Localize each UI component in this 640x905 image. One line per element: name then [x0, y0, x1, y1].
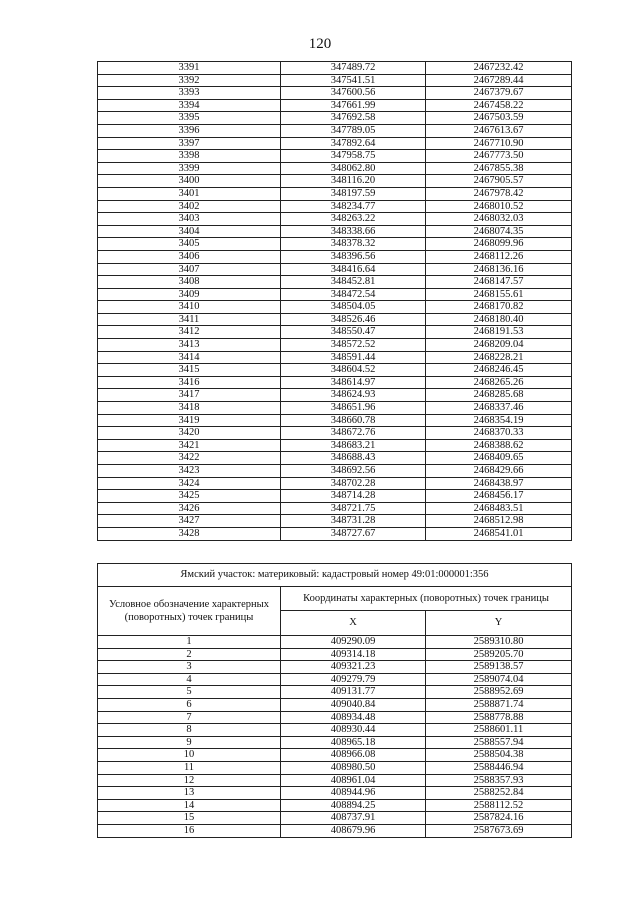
y-coordinate-cell: 2468388.62	[426, 439, 572, 452]
y-coordinate-cell: 2589138.57	[426, 661, 572, 674]
x-coordinate-cell: 348416.64	[281, 263, 426, 276]
point-id-cell: 3402	[98, 200, 281, 213]
x-coordinate-cell: 348604.52	[281, 364, 426, 377]
table-row	[98, 736, 572, 749]
point-id-cell: 3425	[98, 490, 281, 503]
x-coordinate-cell: 347692.58	[281, 112, 426, 125]
table-row	[98, 200, 572, 213]
table-row	[98, 263, 572, 276]
point-id-cell: 11	[98, 761, 281, 774]
table-row	[98, 414, 572, 427]
y-coordinate-cell: 2588601.11	[426, 724, 572, 737]
x-coordinate-cell: 348550.47	[281, 326, 426, 339]
table-row	[98, 339, 572, 352]
point-id-cell: 8	[98, 724, 281, 737]
table-row	[98, 150, 572, 163]
y-coordinate-cell: 2468170.82	[426, 301, 572, 314]
point-id-cell: 1	[98, 636, 281, 649]
table-row	[98, 225, 572, 238]
x-coordinate-cell: 347892.64	[281, 137, 426, 150]
point-id-cell: 3418	[98, 402, 281, 415]
y-coordinate-cell: 2468191.53	[426, 326, 572, 339]
x-coordinate-cell: 348378.32	[281, 238, 426, 251]
table-row	[98, 636, 572, 649]
x-coordinate-cell: 348197.59	[281, 187, 426, 200]
y-coordinate-cell: 2467710.90	[426, 137, 572, 150]
point-id-cell: 3411	[98, 313, 281, 326]
y-coordinate-cell: 2467613.67	[426, 124, 572, 137]
y-coordinate-cell: 2468246.45	[426, 364, 572, 377]
point-id-cell: 6	[98, 698, 281, 711]
table-row	[98, 288, 572, 301]
point-id-cell: 13	[98, 787, 281, 800]
y-coordinate-cell: 2467905.57	[426, 175, 572, 188]
x-coordinate-cell: 409040.84	[281, 698, 426, 711]
x-coordinate-cell: 408930.44	[281, 724, 426, 737]
y-coordinate-cell: 2588952.69	[426, 686, 572, 699]
point-id-cell: 3422	[98, 452, 281, 465]
y-coordinate-cell: 2468541.01	[426, 527, 572, 540]
y-coordinate-cell: 2588357.93	[426, 774, 572, 787]
x-coordinate-cell: 408965.18	[281, 736, 426, 749]
table-title: Ямский участок: материковый: кадастровый номер 49:01:000001:356	[98, 564, 572, 587]
x-coordinate-cell: 347489.72	[281, 62, 426, 75]
x-coordinate-cell: 348396.56	[281, 250, 426, 263]
coordinates-header: Координаты характерных (поворотных) точек границы	[281, 587, 572, 611]
x-coordinate-cell: 348338.66	[281, 225, 426, 238]
x-coordinate-cell: 348062.80	[281, 162, 426, 175]
point-id-cell: 3409	[98, 288, 281, 301]
point-id-cell: 3	[98, 661, 281, 674]
y-coordinate-cell: 2468136.16	[426, 263, 572, 276]
table-row	[98, 711, 572, 724]
table-row	[98, 351, 572, 364]
table-row	[98, 761, 572, 774]
table-row	[98, 364, 572, 377]
x-coordinate-cell: 348714.28	[281, 490, 426, 503]
y-coordinate-cell: 2467978.42	[426, 187, 572, 200]
point-label-header: Условное обозначение характерных (поворотных) точек границы	[98, 587, 281, 636]
point-id-cell: 10	[98, 749, 281, 762]
point-id-cell: 3414	[98, 351, 281, 364]
y-coordinate-cell: 2588504.38	[426, 749, 572, 762]
x-coordinate-cell: 408737.91	[281, 812, 426, 825]
table-row	[98, 238, 572, 251]
table-row	[98, 74, 572, 87]
y-coordinate-cell: 2468147.57	[426, 276, 572, 289]
x-coordinate-cell: 408934.48	[281, 711, 426, 724]
y-coordinate-cell: 2468010.52	[426, 200, 572, 213]
point-id-cell: 3404	[98, 225, 281, 238]
y-coordinate-cell: 2468456.17	[426, 490, 572, 503]
y-coordinate-cell: 2468409.65	[426, 452, 572, 465]
point-id-cell: 3396	[98, 124, 281, 137]
point-id-cell: 2	[98, 648, 281, 661]
table-row	[98, 787, 572, 800]
point-id-cell: 3406	[98, 250, 281, 263]
point-id-cell: 3416	[98, 376, 281, 389]
point-id-cell: 4	[98, 673, 281, 686]
y-coordinate-cell: 2468099.96	[426, 238, 572, 251]
point-id-cell: 3427	[98, 515, 281, 528]
table-row	[98, 124, 572, 137]
y-coordinate-cell: 2467773.50	[426, 150, 572, 163]
x-coordinate-cell: 348504.05	[281, 301, 426, 314]
x-coordinate-cell: 348651.96	[281, 402, 426, 415]
table-row	[98, 673, 572, 686]
table-row	[98, 112, 572, 125]
y-coordinate-cell: 2467503.59	[426, 112, 572, 125]
table-row	[98, 276, 572, 289]
table-row	[98, 661, 572, 674]
x-coordinate-cell: 348572.52	[281, 339, 426, 352]
x-coordinate-cell: 348591.44	[281, 351, 426, 364]
y-coordinate-cell: 2588112.52	[426, 799, 572, 812]
y-coordinate-cell: 2468228.21	[426, 351, 572, 364]
table-row	[98, 213, 572, 226]
table-row	[98, 824, 572, 837]
x-coordinate-cell: 348731.28	[281, 515, 426, 528]
x-coordinate-cell: 409279.79	[281, 673, 426, 686]
x-coordinate-cell: 348692.56	[281, 465, 426, 478]
x-coordinate-cell: 408966.08	[281, 749, 426, 762]
x-coordinate-cell: 408679.96	[281, 824, 426, 837]
table-row	[98, 774, 572, 787]
point-id-cell: 3419	[98, 414, 281, 427]
y-coordinate-cell: 2467232.42	[426, 62, 572, 75]
point-id-cell: 3413	[98, 339, 281, 352]
point-id-cell: 3407	[98, 263, 281, 276]
point-id-cell: 3403	[98, 213, 281, 226]
x-column-header: X	[281, 611, 426, 636]
table-row	[98, 477, 572, 490]
point-id-cell: 3421	[98, 439, 281, 452]
x-coordinate-cell: 347789.05	[281, 124, 426, 137]
point-id-cell: 3410	[98, 301, 281, 314]
x-coordinate-cell: 408894.25	[281, 799, 426, 812]
table-row	[98, 376, 572, 389]
x-coordinate-cell: 348702.28	[281, 477, 426, 490]
point-id-cell: 3400	[98, 175, 281, 188]
table-row	[98, 439, 572, 452]
y-coordinate-cell: 2468155.61	[426, 288, 572, 301]
x-coordinate-cell: 348234.77	[281, 200, 426, 213]
table-row	[98, 490, 572, 503]
x-coordinate-cell: 347661.99	[281, 99, 426, 112]
y-coordinate-cell: 2468074.35	[426, 225, 572, 238]
table-row	[98, 724, 572, 737]
x-coordinate-cell: 348683.21	[281, 439, 426, 452]
x-coordinate-cell: 347958.75	[281, 150, 426, 163]
table-row	[98, 389, 572, 402]
point-id-cell: 12	[98, 774, 281, 787]
table-row	[98, 175, 572, 188]
y-coordinate-cell: 2468180.40	[426, 313, 572, 326]
y-coordinate-cell: 2588252.84	[426, 787, 572, 800]
y-coordinate-cell: 2587673.69	[426, 824, 572, 837]
y-coordinate-cell: 2468337.46	[426, 402, 572, 415]
x-coordinate-cell: 408961.04	[281, 774, 426, 787]
y-coordinate-cell: 2468265.26	[426, 376, 572, 389]
point-id-cell: 3420	[98, 427, 281, 440]
table-row	[98, 313, 572, 326]
point-id-cell: 3415	[98, 364, 281, 377]
y-coordinate-cell: 2467379.67	[426, 87, 572, 100]
x-coordinate-cell: 409314.18	[281, 648, 426, 661]
table-row	[98, 749, 572, 762]
point-id-cell: 3394	[98, 99, 281, 112]
point-id-cell: 15	[98, 812, 281, 825]
point-id-cell: 3398	[98, 150, 281, 163]
y-coordinate-cell: 2468209.04	[426, 339, 572, 352]
y-coordinate-cell: 2468354.19	[426, 414, 572, 427]
y-coordinate-cell: 2468512.98	[426, 515, 572, 528]
y-coordinate-cell: 2468483.51	[426, 502, 572, 515]
point-id-cell: 3426	[98, 502, 281, 515]
table-row	[98, 187, 572, 200]
point-id-cell: 3408	[98, 276, 281, 289]
table-row	[98, 402, 572, 415]
x-coordinate-cell: 348721.75	[281, 502, 426, 515]
point-id-cell: 3423	[98, 465, 281, 478]
point-id-cell: 3395	[98, 112, 281, 125]
y-coordinate-cell: 2587824.16	[426, 812, 572, 825]
table-row	[98, 527, 572, 540]
point-id-cell: 3399	[98, 162, 281, 175]
x-coordinate-cell: 348660.78	[281, 414, 426, 427]
y-coordinate-cell: 2468438.97	[426, 477, 572, 490]
table-row	[98, 162, 572, 175]
y-coordinate-cell: 2467855.38	[426, 162, 572, 175]
x-coordinate-cell: 348614.97	[281, 376, 426, 389]
table-row	[98, 427, 572, 440]
y-coordinate-cell: 2588871.74	[426, 698, 572, 711]
table-row	[98, 62, 572, 75]
point-id-cell: 7	[98, 711, 281, 724]
point-id-cell: 9	[98, 736, 281, 749]
yamsky-plot-coordinates-table	[97, 563, 572, 838]
table-row	[98, 137, 572, 150]
y-coordinate-cell: 2467289.44	[426, 74, 572, 87]
x-coordinate-cell: 348263.22	[281, 213, 426, 226]
x-coordinate-cell: 348688.43	[281, 452, 426, 465]
x-coordinate-cell: 408980.50	[281, 761, 426, 774]
x-coordinate-cell: 347541.51	[281, 74, 426, 87]
point-id-cell: 3412	[98, 326, 281, 339]
y-column-header: Y	[426, 611, 572, 636]
table-row	[98, 452, 572, 465]
table-row	[98, 301, 572, 314]
point-id-cell: 3397	[98, 137, 281, 150]
y-coordinate-cell: 2467458.22	[426, 99, 572, 112]
table-row	[98, 698, 572, 711]
table-row	[98, 515, 572, 528]
y-coordinate-cell: 2468112.26	[426, 250, 572, 263]
x-coordinate-cell: 348472.54	[281, 288, 426, 301]
table-row	[98, 465, 572, 478]
x-coordinate-cell: 408944.96	[281, 787, 426, 800]
point-id-cell: 3405	[98, 238, 281, 251]
point-id-cell: 3424	[98, 477, 281, 490]
table-row	[98, 799, 572, 812]
point-id-cell: 3401	[98, 187, 281, 200]
x-coordinate-cell: 348452.81	[281, 276, 426, 289]
y-coordinate-cell: 2468285.68	[426, 389, 572, 402]
x-coordinate-cell: 348624.93	[281, 389, 426, 402]
y-coordinate-cell: 2589074.04	[426, 673, 572, 686]
point-id-cell: 14	[98, 799, 281, 812]
y-coordinate-cell: 2468429.66	[426, 465, 572, 478]
point-id-cell: 3392	[98, 74, 281, 87]
x-coordinate-cell: 348727.67	[281, 527, 426, 540]
y-coordinate-cell: 2588557.94	[426, 736, 572, 749]
point-id-cell: 3417	[98, 389, 281, 402]
coordinates-table-continued	[97, 61, 572, 541]
y-coordinate-cell: 2589205.70	[426, 648, 572, 661]
x-coordinate-cell: 409290.09	[281, 636, 426, 649]
point-id-cell: 3428	[98, 527, 281, 540]
point-id-cell: 3391	[98, 62, 281, 75]
y-coordinate-cell: 2468032.03	[426, 213, 572, 226]
table-row	[98, 502, 572, 515]
table-row	[98, 99, 572, 112]
x-coordinate-cell: 409321.23	[281, 661, 426, 674]
x-coordinate-cell: 348526.46	[281, 313, 426, 326]
table-row	[98, 648, 572, 661]
table-row	[98, 326, 572, 339]
point-id-cell: 5	[98, 686, 281, 699]
table-row	[98, 812, 572, 825]
table-row	[98, 250, 572, 263]
table-row	[98, 87, 572, 100]
table-row	[98, 686, 572, 699]
y-coordinate-cell: 2468370.33	[426, 427, 572, 440]
point-id-cell: 16	[98, 824, 281, 837]
x-coordinate-cell: 348116.20	[281, 175, 426, 188]
page-number: 120	[308, 36, 332, 52]
y-coordinate-cell: 2588446.94	[426, 761, 572, 774]
x-coordinate-cell: 347600.56	[281, 87, 426, 100]
y-coordinate-cell: 2588778.88	[426, 711, 572, 724]
x-coordinate-cell: 409131.77	[281, 686, 426, 699]
x-coordinate-cell: 348672.76	[281, 427, 426, 440]
y-coordinate-cell: 2589310.80	[426, 636, 572, 649]
point-id-cell: 3393	[98, 87, 281, 100]
